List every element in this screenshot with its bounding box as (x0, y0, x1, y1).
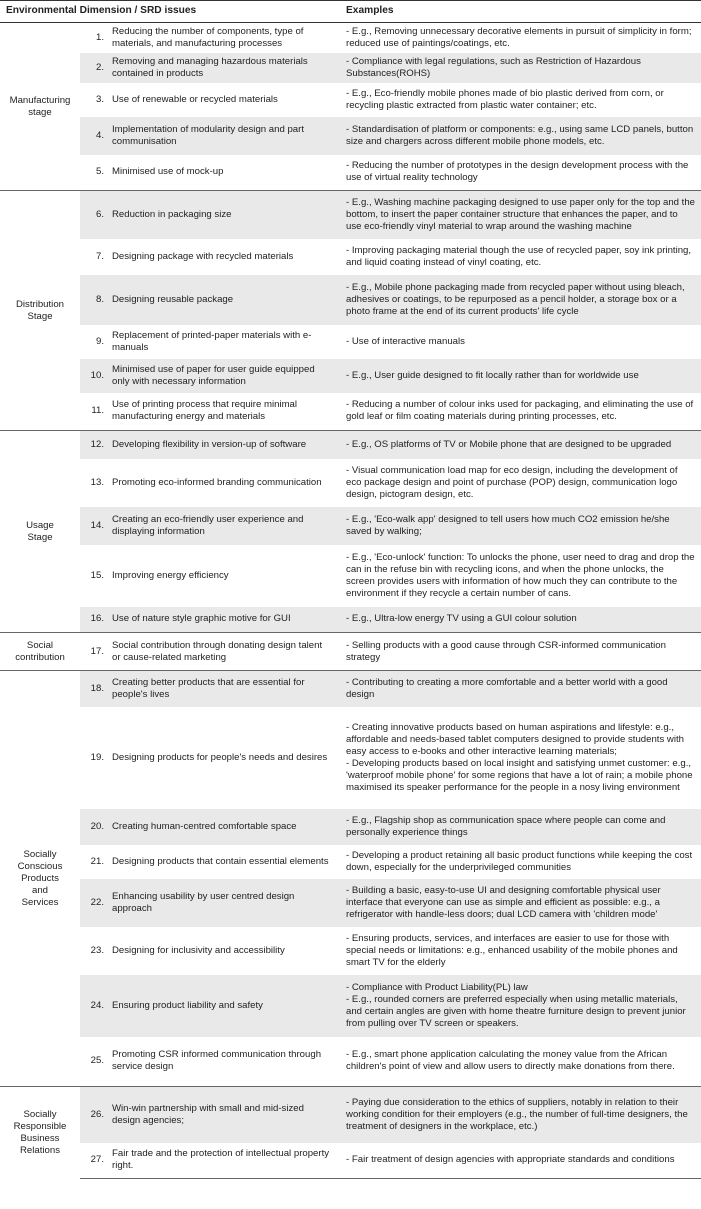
table-row (0, 1143, 701, 1179)
table-row (0, 23, 701, 53)
issue-text: Creating human-centred comfortable space (110, 809, 337, 845)
example-text: - Reducing the number of prototypes in the design development process with the use of virtual reality technology (346, 160, 689, 184)
issue-number: 11. (91, 405, 104, 417)
issue-text: Promoting CSR informed communication through service design (112, 1049, 322, 1073)
issue-text: Reducing the number of components, type of materials, and manufacturing processes (110, 23, 337, 53)
table-row (0, 325, 701, 359)
issue-text: Improving energy efficiency (112, 569, 229, 581)
issue-text: Designing package with recycled materials (112, 250, 294, 262)
table-row (0, 1037, 701, 1087)
issue-text: Social contribution through donating design talent or cause-related marketing (110, 633, 337, 671)
example-text: - E.g., smart phone application calculating the money value from the African children's point of view and allow users to directly make donations from there. (346, 1049, 675, 1073)
group-label: Social contribution (0, 633, 80, 671)
example-text: - E.g., Flagship shop as communication space where people can come and personally experience things (337, 809, 701, 845)
issue-number: 22. (80, 879, 110, 927)
table-row (0, 191, 701, 239)
issue-number: 10. (80, 359, 110, 393)
table-row (0, 431, 701, 459)
issue-number: 20. (80, 809, 110, 845)
example-text: - Contributing to creating a more comfortable and a better world with a good design (337, 671, 701, 707)
table-row (0, 927, 701, 975)
table-row (0, 845, 701, 879)
issue-text: Enhancing usability by user centred design approach (110, 879, 337, 927)
table-row (0, 607, 701, 633)
example-text: - Improving packaging material though the use of recycled paper, soy ink printing, and liquid coating instead of vinyl coating, etc. (346, 244, 692, 268)
example-text: - Visual communication load map for eco design, including the development of eco package design and point of purchase (POP) design, communication logo design, pictogram design, etc. (346, 464, 678, 500)
header-examples: Examples (337, 1, 701, 23)
table-row (0, 707, 701, 809)
table-row (0, 53, 701, 83)
table-row (0, 83, 701, 117)
table-body (0, 23, 701, 1179)
issue-text: Designing for inclusivity and accessibility (112, 944, 285, 956)
issue-number: 18. (80, 671, 110, 707)
issue-text: Designing products for people's needs and desires (112, 751, 328, 763)
group-label: Manufacturing stage (0, 23, 80, 191)
issue-text: Use of printing process that require minimal manufacturing energy and materials (112, 399, 298, 423)
issue-text: Fair trade and the protection of intellectual property right. (110, 1143, 337, 1179)
issue-number: 27. (80, 1143, 110, 1179)
issue-text: Implementation of modularity design and part communisation (110, 117, 337, 155)
example-text: - Compliance with Product Liability(PL) law - E.g., rounded corners are preferred especially when using metallic materials, and certain angles are given with home theatre furniture design to prevent junior from pulling over TV screen or speakers. (337, 975, 701, 1037)
table-row (0, 671, 701, 707)
issue-number: 25. (90, 1055, 104, 1067)
example-text: - Use of interactive manuals (346, 335, 465, 347)
example-text: - Developing a product retaining all basic product functions while keeping the cost down, especially for the underprivileged communities (346, 849, 693, 873)
example-text: - E.g., Eco-friendly mobile phones made of bio plastic derived from corn, or recycling plastic extracted from plastic water container; etc. (346, 87, 664, 111)
example-text: - E.g., 'Eco-walk app' designed to tell users how much CO2 emission he/she saved by walking; (337, 507, 701, 545)
table-row (0, 879, 701, 927)
issue-text: Designing reusable package (110, 275, 337, 325)
issue-text: Minimised use of mock-up (112, 166, 224, 178)
example-text: - Fair treatment of design agencies with appropriate standards and conditions (337, 1143, 701, 1179)
table-row (0, 545, 701, 607)
table-row (0, 275, 701, 325)
example-text: - Paying due consideration to the ethics of suppliers, notably in relation to their working condition for their employers (e.g., the number of full-time designers, the treatment of designers in the workplace, etc.) (337, 1087, 701, 1143)
issue-text: Ensuring product liability and safety (110, 975, 337, 1037)
example-text: - Ensuring products, services, and interfaces are easier to use for those with special needs or limitations: e.g., enhanced usability of the mobile phones and smart TV for the elderly (346, 932, 678, 968)
issue-number: 5. (95, 166, 104, 178)
group-label: Distribution Stage (0, 191, 80, 431)
example-text: - Creating innovative products based on human aspirations and lifestyle: e.g., affordable and needs-based tablet computers designed to provide students with easy access to e-books and other interactive learning materials; - Developing products based on local insight and satisfying unmet customer: e.g., 'waterproof mobile phone' for some regions that have a lot of rain; a mobile phone maximised its speaker performance for the people in a nosy living environment (346, 721, 693, 793)
issue-number: 9. (95, 335, 104, 347)
issue-number: 6. (80, 191, 110, 239)
issue-text: Removing and managing hazardous materials contained in products (110, 53, 337, 83)
issue-number: 7. (95, 250, 104, 262)
issue-number: 13. (90, 476, 104, 488)
issue-text: Reduction in packaging size (110, 191, 337, 239)
issue-number: 12. (80, 431, 110, 459)
issue-number: 17. (80, 633, 110, 671)
issue-text: Creating an eco-friendly user experience and displaying information (110, 507, 337, 545)
table-row (0, 809, 701, 845)
issue-number: 15. (90, 569, 104, 581)
issue-number: 23. (90, 944, 104, 956)
issue-number: 3. (95, 93, 104, 105)
table-row (0, 359, 701, 393)
example-text: - Standardisation of platform or components: e.g., using same LCD panels, button size and chargers across different mobile phone models, etc. (337, 117, 701, 155)
issue-number: 16. (80, 607, 110, 633)
example-text: - E.g., 'Eco-unlock' function: To unlocks the phone, user need to drag and drop the can in the refuse bin with recycling icons, and when the phone unlocks, the screen provides users with information of how much they can contribute to the environment if they recycle a certain number of cans. (346, 551, 695, 599)
issue-text: Win-win partnership with small and mid-sized design agencies; (110, 1087, 337, 1143)
issue-text: Creating better products that are essential for people's lives (110, 671, 337, 707)
issue-number: 1. (80, 23, 110, 53)
table-row (0, 239, 701, 275)
issue-number: 26. (80, 1087, 110, 1143)
issue-text: Use of renewable or recycled materials (112, 93, 278, 105)
issue-number: 2. (80, 53, 110, 83)
header-dimension: Environmental Dimension / SRD issues (0, 1, 337, 23)
issue-text: Developing flexibility in version-up of software (110, 431, 337, 459)
table-header-row (0, 1, 701, 23)
example-text: - Building a basic, easy-to-use UI and designing comfortable physical user interface that everyone can use as simple and efficient as possible: e.g., a refrigerator with handle-less doors; dual LCD camera with 'children mode' (337, 879, 701, 927)
example-text: - E.g., OS platforms of TV or Mobile phone that are designed to be upgraded (337, 431, 701, 459)
table-row (0, 459, 701, 507)
issue-number: 4. (80, 117, 110, 155)
table-row (0, 155, 701, 191)
example-text: - Reducing a number of colour inks used for packaging, and eliminating the use of gold leaf or film coating materials during printing processes, etc. (346, 399, 694, 423)
issue-number: 24. (80, 975, 110, 1037)
issue-text: Use of nature style graphic motive for GUI (110, 607, 337, 633)
example-text: - E.g., Mobile phone packaging made from recycled paper without using bleach, adhesives or coatings, to be repurposed as a pencil holder, a storage box or a photo frame at the end of its current products' life cycle (337, 275, 701, 325)
issue-text: Designing products that contain essential elements (112, 855, 329, 867)
issue-text: Promoting eco-informed branding communication (112, 476, 322, 488)
example-text: - E.g., Ultra-low energy TV using a GUI colour solution (337, 607, 701, 633)
table-row (0, 507, 701, 545)
issue-text: Minimised use of paper for user guide equipped only with necessary information (110, 359, 337, 393)
example-text: - Selling products with a good cause through CSR-informed communication strategy (337, 633, 701, 671)
example-text: - E.g., Removing unnecessary decorative elements in pursuit of simplicity in form; reduced use of paintings/coatings, etc. (337, 23, 701, 53)
table-row (0, 975, 701, 1037)
example-text: - E.g., Washing machine packaging designed to use paper only for the top and the bottom, to insert the paper container structure that enhances the paper, and to use eco-friendly vinyl material to wrap around the washing machine (337, 191, 701, 239)
issue-number: 21. (90, 855, 104, 867)
example-text: - Compliance with legal regulations, such as Restriction of Hazardous Substances(ROHS) (337, 53, 701, 83)
example-text: - E.g., User guide designed to fit locally rather than for worldwide use (337, 359, 701, 393)
issue-number: 14. (80, 507, 110, 545)
table-row (0, 117, 701, 155)
issue-text: Replacement of printed-paper materials with e-manuals (112, 329, 312, 353)
group-label: Socially Responsible Business Relations (0, 1087, 80, 1179)
table-row (0, 393, 701, 431)
group-label: Socially Conscious Products and Services (0, 671, 80, 1087)
table-row (0, 1087, 701, 1143)
issue-number: 8. (80, 275, 110, 325)
issue-number: 19. (90, 751, 104, 763)
table-row (0, 633, 701, 671)
group-label: Usage Stage (0, 431, 80, 633)
